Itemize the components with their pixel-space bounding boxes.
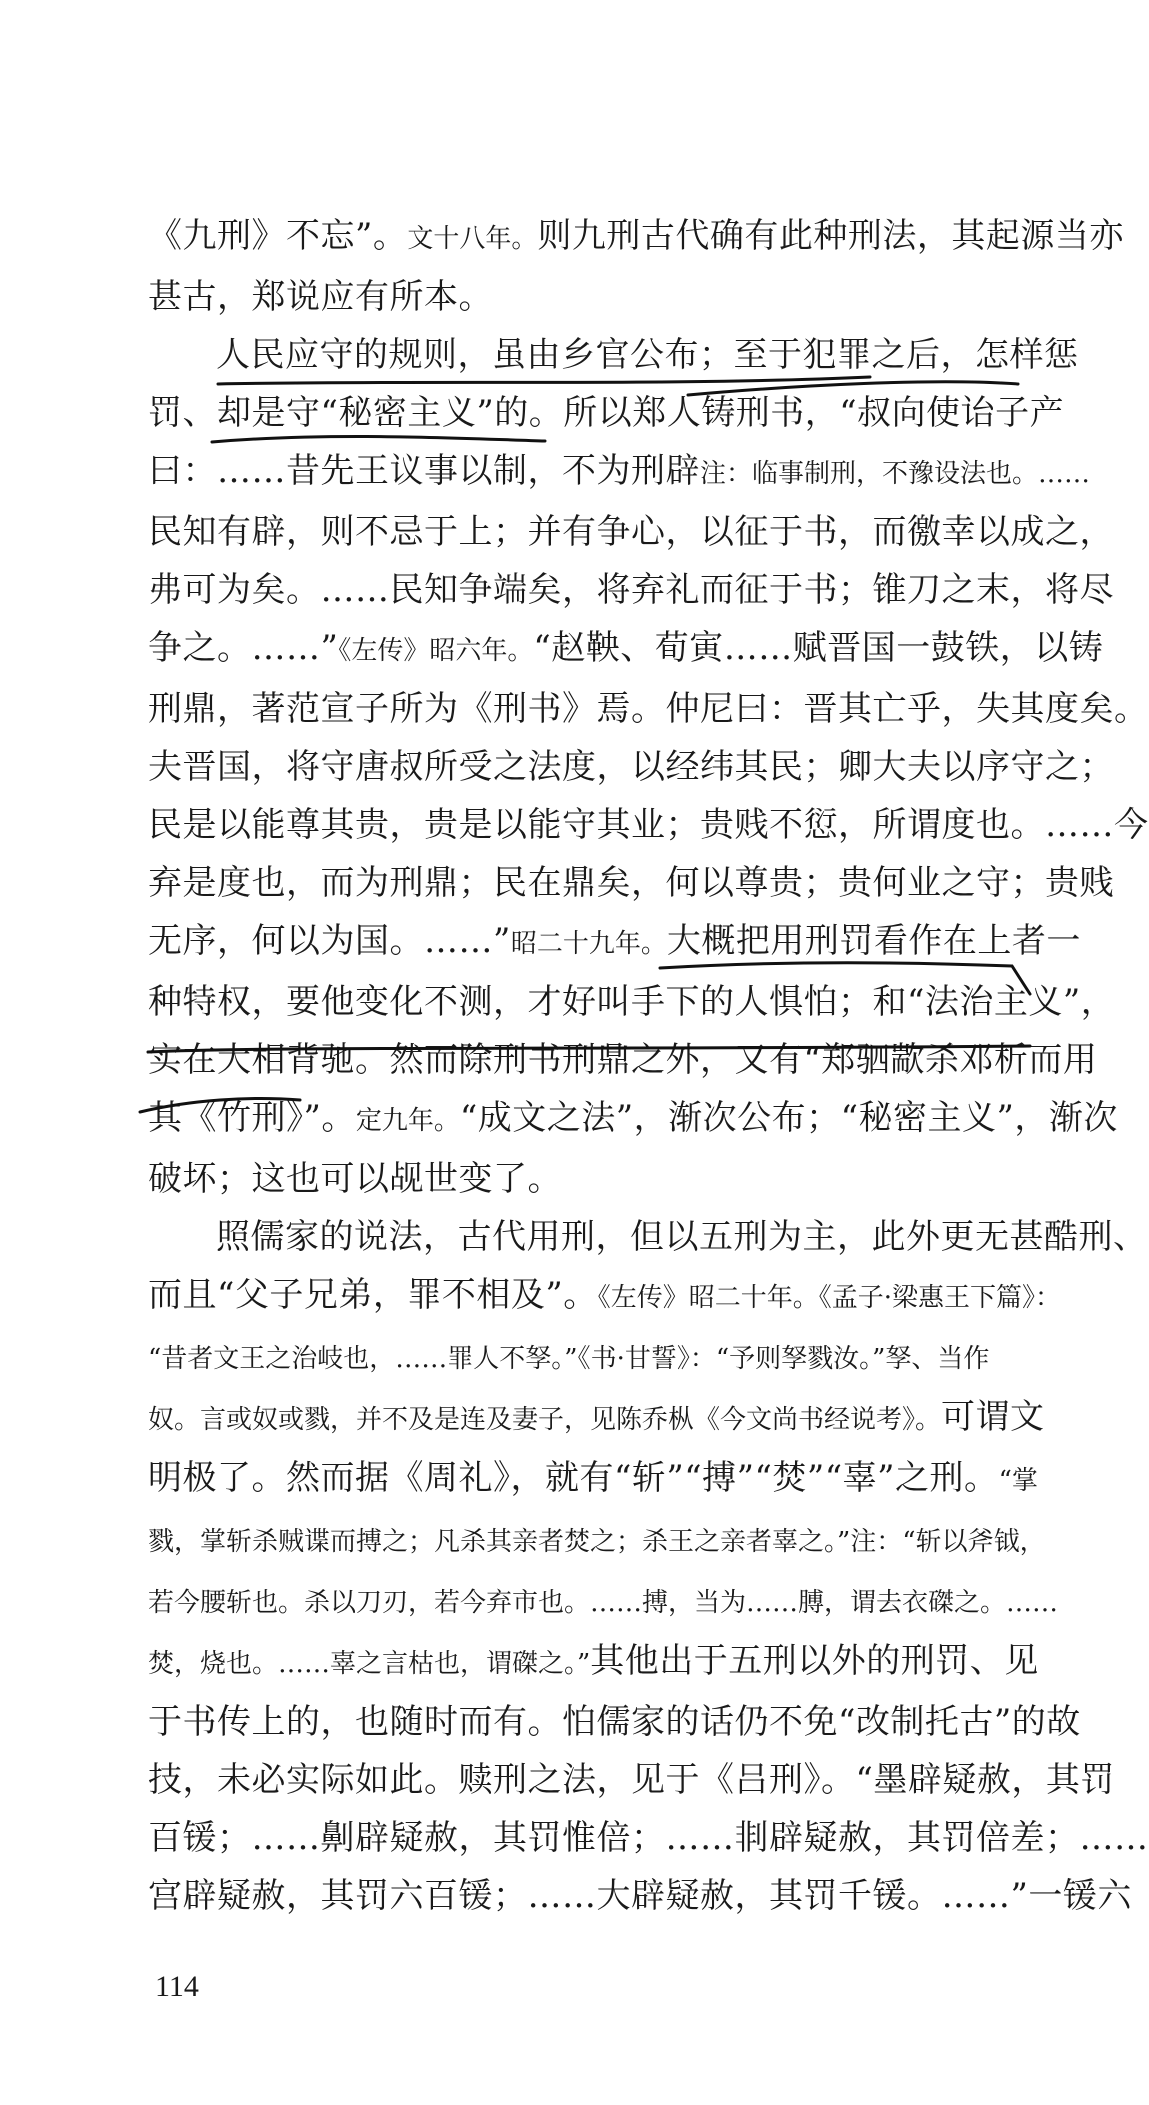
annotation-text: 《左传》昭二十年。《孟子·梁惠王下篇》：	[597, 1283, 1062, 1313]
body-text-segment: 曰：……昔先王议事以制，不为刑辟	[148, 451, 700, 491]
text-line	[148, 1208, 1148, 1266]
text-line	[148, 561, 1114, 619]
text-line	[148, 207, 1124, 268]
body-text-segment: 可谓文	[941, 1397, 1045, 1437]
page-number: 114	[155, 1970, 199, 2003]
text-line	[148, 384, 1065, 442]
annotation-text: 若今腰斩也。杀以刀刃，若今弃市也。……搏，当为……膊，谓去衣磔之。……	[148, 1588, 1059, 1618]
annotation-text: 戮，掌斩杀贼谍而搏之；凡杀其亲者焚之；杀王之亲者辜之。”注：“斩以斧钺，	[148, 1527, 1046, 1557]
annotation-text: “昔者文王之治岐也，……罪人不孥。”《书·甘誓》：“予则孥戮汝。”孥、当作	[148, 1344, 990, 1374]
text-line	[148, 1867, 1132, 1925]
body-text-segment: 于书传上的，也随时而有。怕儒家的话仍不免“改制托古”的故	[148, 1702, 1081, 1742]
text-line	[148, 912, 1081, 973]
annotation-text: 昭二十九年。	[510, 929, 667, 959]
body-text-segment: 实在大相背驰。然而除刑书刑鼎之外，又有“郑驷歂杀邓析而用	[148, 1040, 1098, 1080]
text-line	[148, 503, 1114, 561]
text-line	[148, 1751, 1115, 1809]
body-text-segment: 罚、却是守“秘密主义”的。所以郑人铸刑书，“叔向使诒子产	[148, 393, 1065, 433]
body-text-segment: 照儒家的说法，古代用刑，但以五刑为主，此外更无甚酷刑、	[216, 1217, 1148, 1257]
text-line	[148, 1571, 1059, 1632]
text-line	[148, 268, 1033, 326]
text-line	[148, 442, 1091, 503]
text-line	[148, 619, 1104, 680]
text-line	[148, 854, 1114, 912]
body-text-segment: 弗可为矣。……民知争端矣，将弃礼而征于书；锥刀之末，将尽	[148, 570, 1114, 610]
text-line	[148, 738, 1114, 796]
text-line	[148, 796, 1149, 854]
text-line	[148, 1089, 1118, 1150]
text-line	[148, 973, 1116, 1031]
text-line	[148, 1693, 1081, 1751]
body-text-segment: 民是以能尊其贵，贵是以能守其业；贵贱不愆，所谓度也。……今	[148, 805, 1149, 845]
body-text-segment: 人民应守的规则，虽由乡官公布；至于犯罪之后，怎样惩	[216, 335, 1079, 375]
body-text-segment: 技，未必实际如此。赎刑之法，见于《吕刑》。“墨辟疑赦，其罚	[148, 1760, 1115, 1800]
annotation-text: 注：临事制刑，不豫设法也。……	[700, 459, 1091, 489]
body-text-segment: 而且“父子兄弟，罪不相及”。	[148, 1275, 598, 1315]
body-text-segment: 明极了。然而据《周礼》，就有“斩”“搏”“焚”“辜”之刑。	[148, 1458, 999, 1498]
body-text-segment: 其《竹刑》”。	[148, 1098, 356, 1138]
body-text-segment: 宫辟疑赦，其罚六百锾；……大辟疑赦，其罚千锾。……”一锾六	[148, 1876, 1132, 1916]
body-text-segment: 争之。……”	[148, 628, 339, 668]
body-text-segment: “成文之法”，渐次公布；“秘密主义”，渐次	[459, 1098, 1118, 1138]
text-line	[148, 1031, 1098, 1089]
annotation-text: “掌	[998, 1466, 1038, 1496]
annotation-text: 定九年。	[355, 1106, 460, 1136]
body-text-segment: 则九刑古代确有此种刑法，其起源当亦	[537, 216, 1124, 256]
body-text-segment: 刑鼎，著范宣子所为《刑书》焉。仲尼曰：晋其亡乎，失其度矣。	[148, 689, 1149, 729]
body-text-segment: 百锾；……劓辟疑赦，其罚惟倍；……剕辟疑赦，其罚倍差；……	[148, 1818, 1149, 1858]
body-text-segment: 《九刑》不忘”。	[148, 216, 408, 256]
body-text-segment: 弃是度也，而为刑鼎；民在鼎矣，何以尊贵；贵何业之守；贵贱	[148, 863, 1114, 903]
body-text-segment: 民知有辟，则不忌于上；并有争心，以征于书，而徼幸以成之，	[148, 512, 1114, 552]
annotation-text: 奴。言或奴或戮，并不及是连及妻子，见陈乔枞《今文尚书经说考》。	[148, 1405, 942, 1435]
annotation-text: 文十八年。	[407, 224, 538, 254]
annotation-text: 《左传》昭六年。	[338, 636, 534, 666]
text-line	[148, 1388, 1045, 1449]
body-text-segment: 种特权，要他变化不测，才好叫手下的人惧怕；和“法治主义”，	[148, 982, 1116, 1022]
text-line	[148, 680, 1149, 738]
body-text-segment: 破坏；这也可以觇世变了。	[148, 1159, 562, 1199]
body-text-segment: 夫晋国，将守唐叔所受之法度，以经纬其民；卿大夫以序守之；	[148, 747, 1114, 787]
body-text-segment: 大概把用刑罚看作在上者一	[666, 921, 1081, 961]
text-line	[148, 1449, 1038, 1510]
body-text	[148, 207, 1149, 1925]
text-line	[148, 1266, 1062, 1327]
body-text-segment: 无序，何以为国。……”	[148, 921, 511, 961]
text-line	[148, 326, 1079, 384]
annotation-text: 焚，烧也。……辜之言枯也，谓磔之。”	[148, 1649, 591, 1679]
text-line	[148, 1632, 1039, 1693]
text-line	[148, 1510, 1046, 1571]
body-text-segment: 甚古，郑说应有所本。	[148, 277, 493, 317]
text-line	[148, 1327, 1033, 1388]
body-text-segment: 其他出于五刑以外的刑罚、见	[590, 1641, 1039, 1681]
body-text-segment: “赵鞅、荀寅……赋晋国一鼓铁，以铸	[533, 628, 1104, 668]
text-line	[148, 1809, 1149, 1867]
text-line	[148, 1150, 1033, 1208]
